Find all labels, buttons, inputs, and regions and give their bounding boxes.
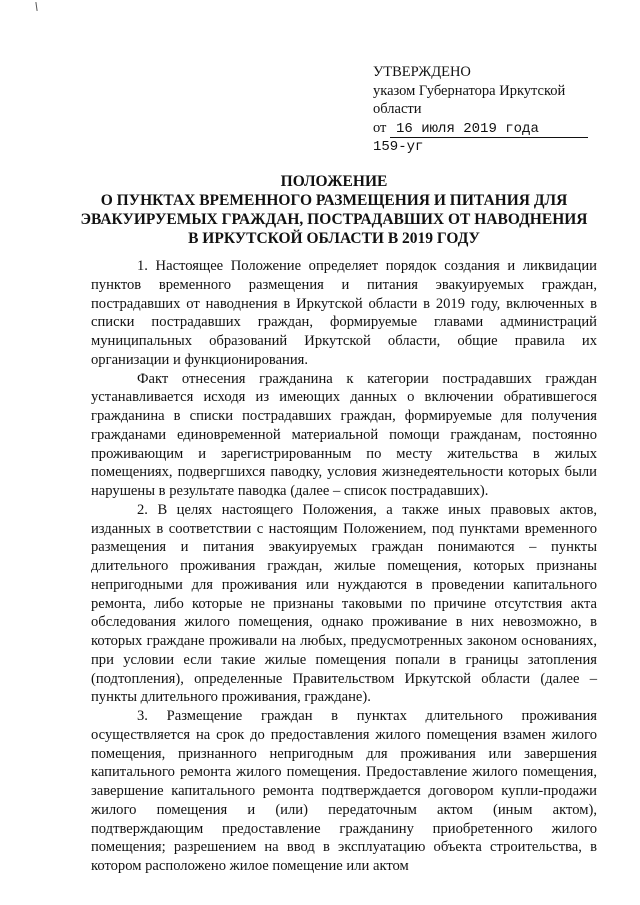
approval-date-prefix: от xyxy=(373,119,387,136)
scan-mark xyxy=(35,2,37,11)
paragraph-3: 2. В целях настоящего Положения, а также иных правовых актов, изданных в соответствии с настоящим Положением, под пунктами временного размещения и питания эвакуируемых граждан понимаются – пункты длительного проживания граждан, жилые помещения, которых признаны непригодными для проживания или нуждаются в проведении капитального ремонта, либо которые не признаны таковыми по причине отсутствия акта обследования жилого помещения, однако проживание в них невозможно, в которых граждане проживали на любых, предусмотренных законом основаниях, при условии если такие жилые помещения попали в границы затопления (подтопления), определенные Правительством Иркутской области (далее – пункты длительного проживания, граждане). xyxy=(91,501,597,706)
approval-block xyxy=(373,63,603,156)
title-line-3: ЭВАКУИРУЕМЫХ ГРАЖДАН, ПОСТРАДАВШИХ ОТ НАВОДНЕНИЯ xyxy=(80,211,588,228)
approval-heading: УТВЕРЖДЕНО xyxy=(373,64,471,80)
paragraph-4: 3. Размещение граждан в пунктах длительного проживания осуществляется на срок до предоставления жилого помещения взамен жилого помещения, признанного непригодным для проживания или завершения капитального ремонта жилого помещения. Предоставление жилого помещения, завершение капитального ремонта подтверждается договором купли-продажи жилого помещения и (или) передаточным актом (иным актом), подтверждающим предоставление гражданину приобретенного жилого помещения; разрешением на ввод в эксплуатацию объекта строительства, в котором расположено жилое помещение или актом xyxy=(91,708,597,874)
title-line-2: О ПУНКТАХ ВРЕМЕННОГО РАЗМЕЩЕНИЯ И ПИТАНИЯ ДЛЯ xyxy=(100,192,568,209)
document-body xyxy=(91,257,597,876)
approval-date: 16 июля 2019 года xyxy=(390,122,588,138)
paragraph-1: 1. Настоящее Положение определяет порядок создания и ликвидации пунктов временного размещения и питания эвакуируемых граждан, пострадавших от наводнения в Иркутской области в 2019 году, включенных в списки пострадавших граждан, формируемые главами администраций муниципальных образований Иркутской области, общие правила их организации и функционирования. xyxy=(91,258,597,368)
approval-line-1: указом Губернатора Иркутской xyxy=(373,82,566,99)
title-line-4: В ИРКУТСКОЙ ОБЛАСТИ В 2019 ГОДУ xyxy=(188,230,480,247)
approval-line-2: области xyxy=(373,101,422,117)
paragraph-2: Факт отнесения гражданина к категории пострадавших граждан устанавливается исходя из имеющих данных о включении обратившегося гражданина в списки пострадавших граждан, формируемые для получения гражданами единовременной материальной помощи гражданам, постоянно проживающим и зарегистрированным по месту жительства в жилых помещениях, подвергшихся паводку, условия жизнедеятельности которых были нарушены в результате паводка (далее – список пострадавших). xyxy=(91,370,597,499)
approval-date-row xyxy=(373,119,603,138)
title-line-1: ПОЛОЖЕНИЕ xyxy=(280,173,388,190)
document-title xyxy=(60,172,608,248)
approval-number: 159-уг xyxy=(373,138,424,155)
